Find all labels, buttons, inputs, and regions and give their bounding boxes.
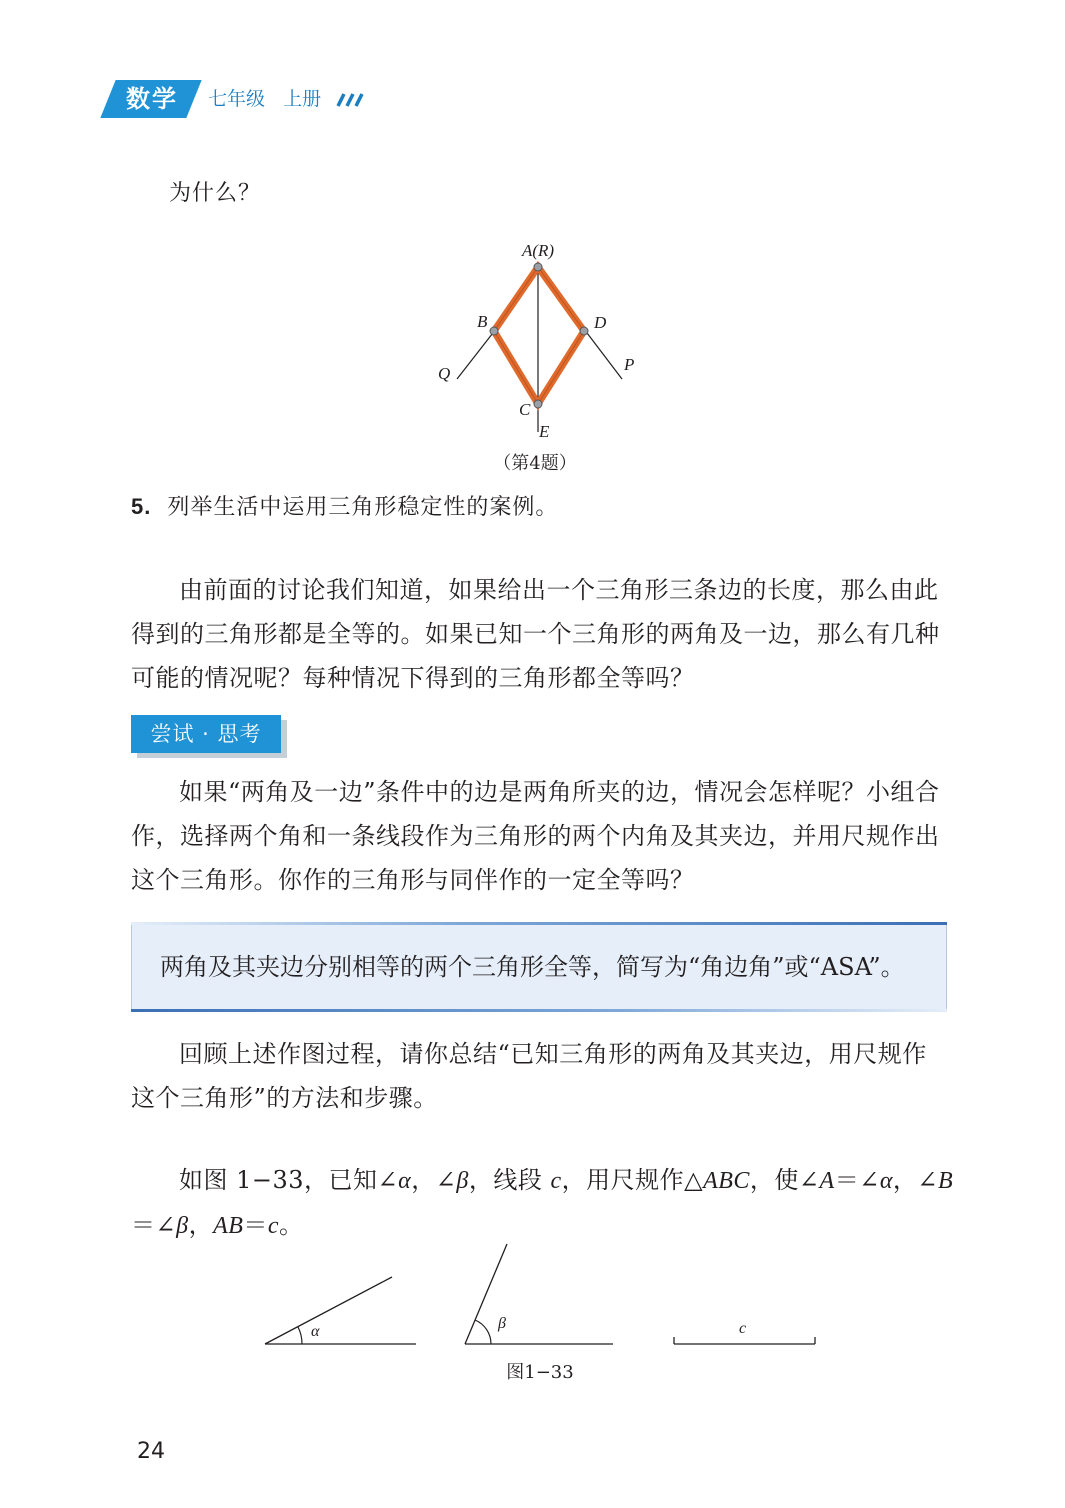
exercise-5-text: 列举生活中运用三角形稳定性的案例。 (167, 495, 559, 520)
label-a: A(R) (522, 241, 555, 260)
subject-title: 数学 (126, 85, 178, 113)
example-line-1: 如图 1−33，已知∠α，∠β，线段 c，用尺规作△ABC，使∠A＝∠α，∠B (179, 1166, 954, 1194)
question-tail: 为什么？ (169, 181, 262, 206)
alpha-label: α (311, 1323, 320, 1340)
exercise-5 (131, 490, 558, 525)
alpha-arc (298, 1327, 302, 1344)
label-q: Q (438, 364, 451, 383)
review-paragraph (131, 1032, 947, 1120)
label-p: P (624, 355, 635, 374)
orange-frame (494, 267, 584, 404)
beta-label: β (498, 1315, 506, 1332)
exercise-5-number: 5. (131, 494, 152, 519)
tag-label: 尝试 · 思考 (150, 722, 262, 746)
try-think-text: 如果“两角及一边”条件中的边是两角所夹的边，情况会怎样呢？小组合作，选择两个角和一条线段作为三角形的两个内角及其夹边，并用尺规作出这个三角形。你作的三角形与同伴作的一定全等吗？ (131, 778, 940, 894)
grade-label: 七年级 (208, 88, 266, 110)
frame-edge (494, 267, 584, 404)
try-think-paragraph (131, 770, 947, 902)
intro-text: 由前面的讨论我们知道，如果给出一个三角形三条边的长度，那么由此得到的三角形都是全等的。如果已知一个三角形的两角及一边，那么有几种可能的情况呢？每种情况下得到的三角形都全等吗？ (131, 576, 940, 692)
figure-4-caption: （第4题） (493, 453, 577, 474)
label-b: B (477, 312, 488, 331)
box-top-rule (131, 922, 947, 925)
try-think-tag (131, 715, 286, 757)
pivot-d (580, 327, 588, 335)
review-text: 回顾上述作图过程，请你总结“已知三角形的两角及其夹边，用尺规作这个三角形”的方法和步骤。 (131, 1040, 927, 1112)
box-bottom-rule (131, 1009, 947, 1012)
volume-label: 上册 (283, 88, 322, 110)
line-dp (584, 329, 622, 379)
example-line-2: ＝∠β，AB＝c。 (131, 1211, 304, 1239)
figure-1-33-caption: 图1−33 (506, 1362, 574, 1383)
pivot-c (534, 400, 542, 408)
intro-paragraph (131, 568, 947, 700)
grade-volume (208, 86, 321, 112)
segment-c-label: c (739, 1320, 747, 1337)
figure-1-33 (250, 1236, 830, 1356)
figure-exercise-4 (420, 236, 650, 446)
alpha-side-ray (265, 1277, 392, 1344)
theorem-text: 两角及其夹边分别相等的两个三角形全等，简写为“角边角”或“ASA”。 (160, 953, 905, 981)
header-slash-decoration (334, 93, 368, 107)
line-bq (457, 329, 496, 379)
label-c: C (519, 400, 531, 419)
theorem-box (131, 924, 947, 1010)
page-number: 24 (137, 1439, 165, 1464)
beta-arc (475, 1320, 491, 1344)
label-e: E (539, 422, 550, 441)
pivot-a (534, 263, 542, 271)
example-problem (131, 1158, 954, 1248)
label-d: D (594, 313, 607, 332)
pivot-b (490, 327, 498, 335)
